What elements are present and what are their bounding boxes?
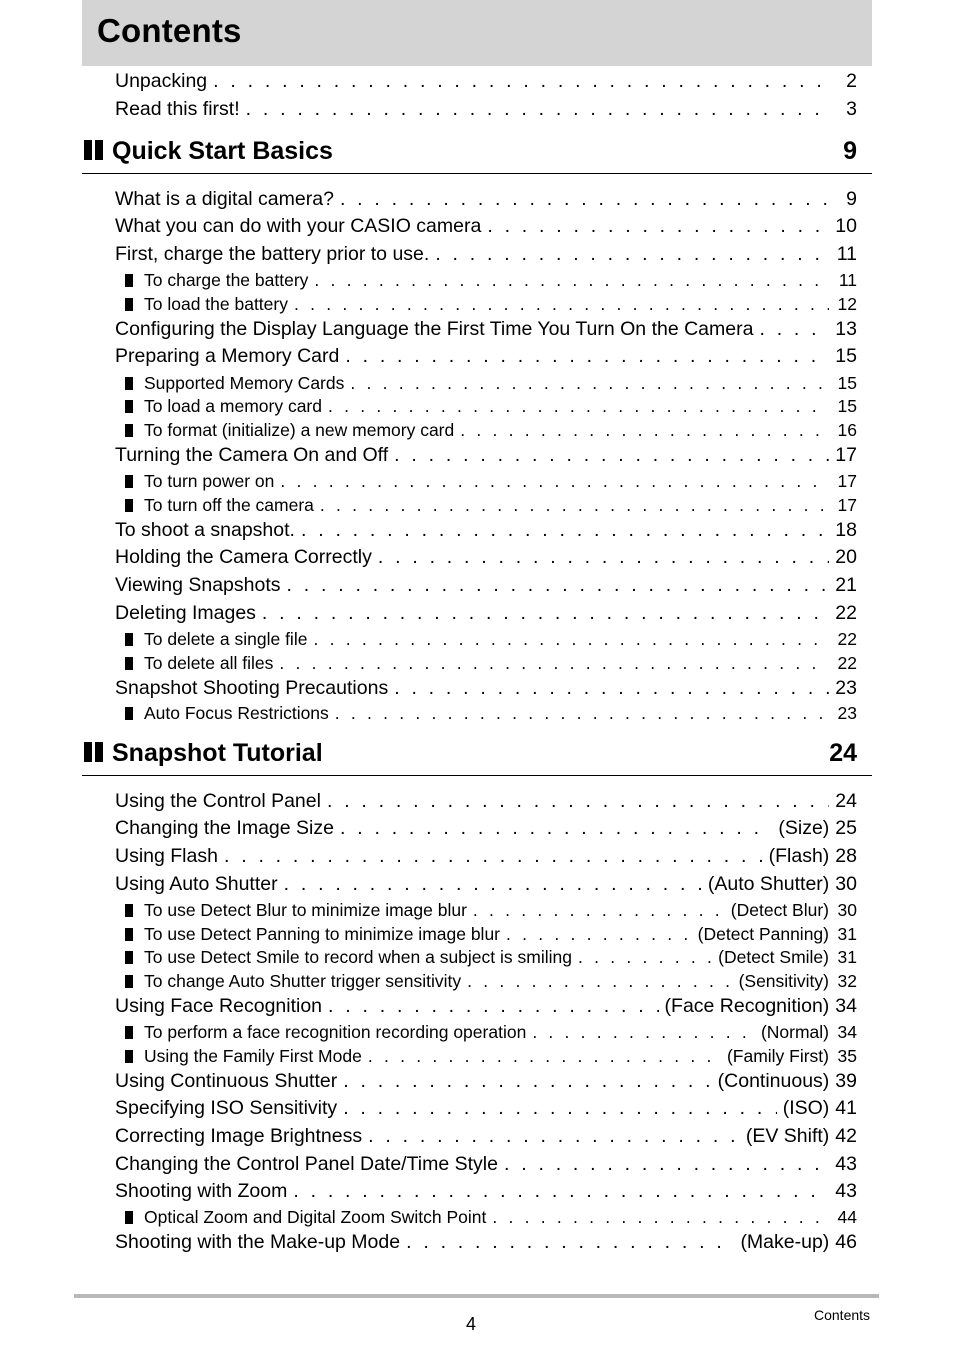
toc-entry-note: (Normal) <box>760 1021 829 1042</box>
toc-entry-page: 20 <box>835 545 857 568</box>
toc-subentry[interactable] <box>125 492 857 518</box>
toc-entry-page: 28 <box>835 844 857 867</box>
toc-entry-page: 23 <box>837 702 857 723</box>
toc-entry-label: Correcting Image Brightness <box>115 1124 363 1147</box>
toc-entry[interactable] <box>115 843 857 869</box>
toc-entry-label: Changing the Control Panel Date/Time Style <box>115 1152 498 1175</box>
toc-entry-label: Preparing a Memory Card <box>115 344 340 367</box>
toc-entry-page: 42 <box>835 1124 857 1147</box>
footer-section-label: Contents <box>814 1307 871 1323</box>
toc-entry[interactable] <box>115 871 857 897</box>
toc-entry-page: 11 <box>836 242 857 265</box>
toc-entry[interactable] <box>115 442 857 468</box>
toc-subentry[interactable] <box>125 468 857 494</box>
toc-entry-label: Using Continuous Shutter <box>115 1069 338 1092</box>
toc-entry-label: Auto Focus Restrictions <box>144 702 329 723</box>
toc-entry-note: (Face Recognition) <box>664 994 830 1017</box>
toc-entry-label: Turning the Camera On and Off <box>115 443 389 466</box>
toc-entry[interactable] <box>115 1229 857 1255</box>
section-heading[interactable] <box>82 136 872 174</box>
toc-entry-label: Using Face Recognition <box>115 994 323 1017</box>
section-marker-icon <box>84 742 104 762</box>
section-marker-icon <box>84 140 104 160</box>
toc-entry-label: To use Detect Panning to minimize image blur <box>144 923 501 944</box>
toc-entry-label: What is a digital camera? <box>115 187 334 210</box>
toc-entry-label: To delete a single file <box>144 628 308 649</box>
toc-entry-note: (Auto Shutter) <box>707 872 830 895</box>
toc-entry-label: Unpacking <box>115 69 208 92</box>
toc-entry[interactable] <box>115 815 857 841</box>
bullet-icon <box>125 298 133 311</box>
toc-entry-page: 13 <box>835 317 857 340</box>
toc-subentry[interactable] <box>125 650 857 676</box>
toc-entry-page: 10 <box>835 214 857 237</box>
toc-entry-page: 18 <box>835 518 857 541</box>
bullet-icon <box>125 904 133 917</box>
toc-entry-note: (Family First) <box>726 1045 829 1066</box>
toc-entry-label: To load a memory card <box>144 395 322 416</box>
bullet-icon <box>125 928 133 941</box>
toc-entry-page: 25 <box>835 816 857 839</box>
toc-entry-page: 46 <box>835 1230 857 1253</box>
bullet-icon <box>125 377 133 390</box>
section-title: Quick Start Basics <box>112 137 333 165</box>
toc-subentry[interactable] <box>125 897 857 923</box>
toc-entry-page: 9 <box>846 187 857 210</box>
bullet-icon <box>125 657 133 670</box>
toc-entry-page: 17 <box>837 494 857 515</box>
toc-entry[interactable] <box>115 316 857 342</box>
toc-entry[interactable] <box>115 1123 857 1149</box>
toc-entry[interactable] <box>115 68 857 94</box>
toc-entry-page: 2 <box>846 69 857 92</box>
toc-entry-page: 43 <box>835 1179 857 1202</box>
toc-entry-label: Using the Control Panel <box>115 789 321 812</box>
section-heading[interactable] <box>82 738 872 776</box>
toc-entry-label: Using the Family First Mode <box>144 1045 362 1066</box>
toc-entry-label: Viewing Snapshots <box>115 573 281 596</box>
bullet-icon <box>125 1211 133 1224</box>
toc-entry-label: Using Flash <box>115 844 218 867</box>
toc-entry-label: To format (initialize) a new memory card <box>144 419 455 440</box>
toc-entry-label: To change Auto Shutter trigger sensitivity <box>144 970 462 991</box>
toc-entry-label: Changing the Image Size <box>115 816 334 839</box>
toc-entry-page: 11 <box>838 269 857 290</box>
toc-entry-label: Supported Memory Cards <box>144 372 345 393</box>
toc-entry-label: What you can do with your CASIO camera <box>115 214 482 237</box>
section-page: 9 <box>843 137 857 165</box>
toc-entry[interactable] <box>115 1178 857 1204</box>
toc-entry-label: To delete all files <box>144 652 274 673</box>
page-title: Contents <box>97 12 242 49</box>
section-rule <box>82 775 872 776</box>
bullet-icon <box>125 274 133 287</box>
toc-subentry[interactable] <box>125 1019 857 1045</box>
section-page: 24 <box>829 739 857 767</box>
contents-title-bar <box>82 0 872 66</box>
toc-entry[interactable] <box>115 572 857 598</box>
bullet-icon <box>125 424 133 437</box>
toc-entry[interactable] <box>115 1151 857 1177</box>
toc-entry-label: To perform a face recognition recording operation <box>144 1021 527 1042</box>
toc-entry-page: 17 <box>835 443 857 466</box>
toc-entry-note: (Size) <box>778 816 830 839</box>
toc-entry-page: 41 <box>835 1096 857 1119</box>
toc-entry-page: 34 <box>837 1021 857 1042</box>
toc-entry-label: Shooting with the Make-up Mode <box>115 1230 401 1253</box>
toc-entry-page: 15 <box>837 372 857 393</box>
toc-entry[interactable] <box>115 1068 857 1094</box>
toc-entry-label: To turn power on <box>144 470 275 491</box>
bullet-icon <box>125 1026 133 1039</box>
toc-entry-page: 15 <box>837 395 857 416</box>
toc-entry-note: (EV Shift) <box>745 1124 830 1147</box>
toc-entry[interactable] <box>115 788 857 814</box>
toc-entry-page: 17 <box>837 470 857 491</box>
toc-entry[interactable] <box>115 544 857 570</box>
toc-entry-label: Shooting with Zoom <box>115 1179 288 1202</box>
toc-subentry[interactable] <box>125 968 857 994</box>
toc-entry-page: 44 <box>837 1206 857 1227</box>
toc-entry-page: 23 <box>835 676 857 699</box>
toc-subentry[interactable] <box>125 1204 857 1230</box>
toc-entry-page: 30 <box>835 872 857 895</box>
toc-entry-page: 35 <box>837 1045 857 1066</box>
bullet-icon <box>125 499 133 512</box>
toc-entry-label: To shoot a snapshot. <box>115 518 295 541</box>
section-title: Snapshot Tutorial <box>112 739 323 767</box>
toc-subentry[interactable] <box>125 291 857 317</box>
toc-subentry[interactable] <box>125 944 857 970</box>
toc-entry-page: 24 <box>835 789 857 812</box>
toc-entry-page: 22 <box>837 652 857 673</box>
toc-entry-note: (ISO) <box>782 1096 830 1119</box>
toc-entry-page: 32 <box>837 970 857 991</box>
toc-entry-label: First, charge the battery prior to use. <box>115 242 430 265</box>
toc-subentry[interactable] <box>125 393 857 419</box>
bullet-icon <box>125 707 133 720</box>
toc-entry-label: To load the battery <box>144 293 288 314</box>
toc-entry-note: (Sensitivity) <box>738 970 829 991</box>
bullet-icon <box>125 400 133 413</box>
toc-entry[interactable] <box>115 343 857 369</box>
toc-entry-page: 31 <box>837 923 857 944</box>
toc-entry-page: 12 <box>837 293 857 314</box>
toc-subentry[interactable] <box>125 267 857 293</box>
toc-subentry[interactable] <box>125 1043 857 1069</box>
toc-entry-label: Deleting Images <box>115 601 256 624</box>
toc-entry-label: Configuring the Display Language the First Time You Turn On the Camera <box>115 317 754 340</box>
toc-entry-label: To charge the battery <box>144 269 309 290</box>
toc-entry-page: 16 <box>837 419 857 440</box>
toc-entry-note: (Detect Smile) <box>718 946 829 967</box>
toc-subentry[interactable] <box>125 700 857 726</box>
toc-entry-page: 22 <box>835 601 857 624</box>
bullet-icon <box>125 633 133 646</box>
bullet-icon <box>125 475 133 488</box>
toc-entry-label: Read this first! <box>115 97 240 120</box>
bullet-icon <box>125 975 133 988</box>
toc-entry[interactable] <box>115 96 857 122</box>
toc-subentry[interactable] <box>125 626 857 652</box>
toc-entry-label: Specifying ISO Sensitivity <box>115 1096 338 1119</box>
section-rule <box>82 173 872 174</box>
toc-entry-label: To turn off the camera <box>144 494 314 515</box>
toc-entry-label: To use Detect Blur to minimize image blur <box>144 899 467 920</box>
toc-entry-label: Holding the Camera Correctly <box>115 545 372 568</box>
toc-entry-page: 31 <box>837 946 857 967</box>
toc-entry-page: 22 <box>837 628 857 649</box>
toc-subentry[interactable] <box>125 417 857 443</box>
toc-entry[interactable] <box>115 186 857 212</box>
bullet-icon <box>125 951 133 964</box>
toc-entry[interactable] <box>115 517 857 543</box>
toc-entry[interactable] <box>115 213 857 239</box>
footer-page-number: 4 <box>466 1314 477 1334</box>
toc-entry-page: 39 <box>835 1069 857 1092</box>
toc-entry-page: 30 <box>837 899 857 920</box>
toc-entry-label: Using Auto Shutter <box>115 872 278 895</box>
toc-entry-note: (Continuous) <box>717 1069 830 1092</box>
toc-entry-note: (Detect Panning) <box>697 923 829 944</box>
toc-entry-label: To use Detect Smile to record when a subject is smiling <box>144 946 572 967</box>
toc-entry-page: 21 <box>835 573 857 596</box>
toc-entry-page: 3 <box>846 97 857 120</box>
toc-entry-note: (Flash) <box>768 844 830 867</box>
toc-entry-label: Snapshot Shooting Precautions <box>115 676 389 699</box>
toc-entry-page: 43 <box>835 1152 857 1175</box>
toc-entry[interactable] <box>115 675 857 701</box>
toc-entry-note: (Detect Blur) <box>730 899 829 920</box>
toc-entry[interactable] <box>115 993 857 1019</box>
toc-entry[interactable] <box>115 1095 857 1121</box>
toc-entry-page: 15 <box>835 344 857 367</box>
toc-entry-page: 34 <box>835 994 857 1017</box>
toc-entry[interactable] <box>115 600 857 626</box>
toc-entry-label: Optical Zoom and Digital Zoom Switch Point <box>144 1206 487 1227</box>
toc-entry[interactable] <box>115 241 857 267</box>
footer-rule <box>74 1294 879 1298</box>
bullet-icon <box>125 1050 133 1063</box>
toc-entry-note: (Make-up) <box>740 1230 830 1253</box>
